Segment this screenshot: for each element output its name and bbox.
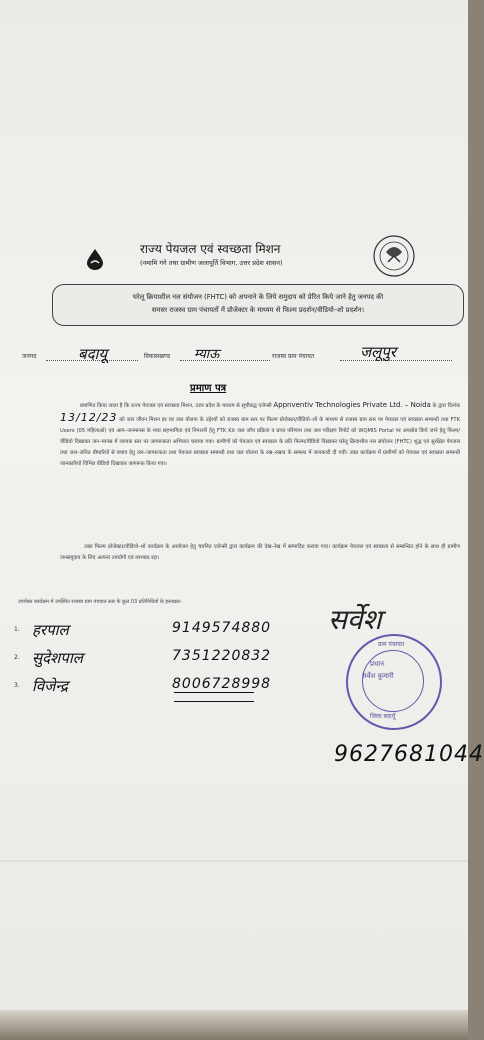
program-date: 13/12/23 xyxy=(60,411,118,424)
signatory-phone: 7351220832 xyxy=(172,648,272,664)
pradhan-signature: सर्वेश xyxy=(328,603,382,636)
block-label: विकासखण्ड xyxy=(144,353,171,360)
district-value: बदायू xyxy=(78,345,108,363)
signatory-number: 3. xyxy=(14,682,20,689)
mission-title: राज्य पेयजल एवं स्वच्छता मिशन xyxy=(140,242,281,256)
banner-line-1: घरेलू क्रियाशील नल संयोजन (FHTC) को अपनाने के लिये समुदाय को प्रेरित किये जाने हेतु जनपद की xyxy=(132,293,384,301)
mission-subtitle: (नमामि गंगे तथा ग्रामीण जलापूर्ति विभाग, उत्तर प्रदेश शासन) xyxy=(140,259,283,267)
stamp-ring-text-bottom: जिला बदायूँ xyxy=(370,713,396,720)
paragraph-1-intro: प्रमाणित किया जाता है कि राज्य पेयजल एवं स्वच्छता मिशन, उत्तर प्रदेश के माध्यम से सूचीबद्ध एजेन्सी xyxy=(80,403,272,409)
signatory-number: 2. xyxy=(14,654,20,661)
banner-text xyxy=(63,291,453,317)
panchayat-value: जलूपुर xyxy=(360,343,396,361)
paper-fold xyxy=(0,860,468,862)
stamp-center-text: प्रधान xyxy=(370,660,384,668)
program-banner xyxy=(52,284,464,326)
certificate-paragraph-1 xyxy=(60,400,460,470)
up-state-emblem-icon xyxy=(372,234,416,278)
signatory-row xyxy=(14,648,314,670)
agency-name: Appnventiv Technologies Private Ltd. – Noida xyxy=(273,401,431,409)
struck-out-number xyxy=(174,692,254,702)
paragraph-1-body: को जल जीवन मिशन हर घर जल योजना के उद्देश्यों को राजस्व ग्राम स्तर पर फिल्म प्रोजेक्टर/वीडियो–शो के माध्यम से राजस्व ग्राम स्तर पर पेयजल एवं स्वच्छता सम्बन्धी तथा FTK Users (05 महिलाओं) एवं आम–जनमानस के मध्य सहभागिता एवं निगरानी हेतु FTK Kit जल जाँच प्रक्रिया व प्राप्त परिणाम तथा जल परीक्षण रिपोर्ट को WQMIS Portal पर अपलोड किये जाने हेतु फिल्म/वीडियो दिखाकर जन–मानस में व्यापक स्तर पर जागरूकता अभियान चलाया गया। ग्रामीणों को पेयजल एवं स्वच्छता के प्रति फिल्म/वीडियो दिखाकर घरेलू क्रियाशील नल संयोजन (FHTC) शुद्ध एवं सुरक्षित पेयजल तथा जल–जनित बीमारियों से बचाव हेतु जन–जागरूकता तथा पेयजल स्वच्छता सम्बन्धी तथा जल योजना के रख–रखाव के सम्बन्ध में जानकारी दी गयी। उक्त कार्यक्रम में ग्रामीणों को पेयजल एवं स्वच्छता सम्बन्धी जानकारियों विभिन्न वीडियो दिखाकर जागरूक किया गया। xyxy=(60,417,460,467)
signatory-phone: 9149574880 xyxy=(172,620,272,636)
signatory-row xyxy=(14,620,314,642)
certificate-paragraph-2: उक्त फिल्म प्रोजेक्टर/वीडियो–शो कार्यक्रम के आयोजन हेतु चयनित एजेन्सी द्वारा कार्यक्रम की देख–रेख में सम्पादित कराया गया। कार्यक्रम पेयजल एवं स्वच्छता से सम्बन्धित होने के साथ ही ग्रामीण जनसमुदाय के लिए अत्यन्त उपयोगी एवं लाभप्रद रहा। xyxy=(60,544,460,561)
location-fields xyxy=(22,343,462,366)
stamp-name-text: सर्वेश कुमारी xyxy=(362,672,394,680)
district-label: जनपद xyxy=(22,353,37,360)
signatory-name: सुदेशपाल xyxy=(32,649,83,667)
signatory-number: 1. xyxy=(14,626,20,633)
block-value: म्याऊ xyxy=(194,347,220,362)
signatory-row xyxy=(14,676,314,698)
panchayat-line xyxy=(340,360,452,361)
table-background xyxy=(0,1010,468,1040)
banner-line-2: समस्त राजस्व ग्राम पंचायतों में प्रोजेक्टर के माध्यम से फिल्म प्रदर्शन/वीडियो–शो प्रदर्शन। xyxy=(151,306,365,314)
paragraph-1-date-prefix: के द्वारा दिनांक xyxy=(432,403,460,409)
certificate-heading: प्रमाण पत्र xyxy=(190,383,227,394)
signatory-name: हरपाल xyxy=(32,621,69,639)
panchayat-label: राजस्व ग्राम पंचायत xyxy=(272,353,315,360)
pradhan-phone: 9627681044 xyxy=(334,742,484,767)
stamp-ring-text-top: ग्राम पंचायत xyxy=(378,641,405,648)
signatories-note: उपरोक्त कार्यक्रम में उपस्थित राजस्व ग्राम पंचायत स्तर के कुल 03 प्रतिनिधियों के हस्ताक्षर– xyxy=(18,599,183,605)
signatory-phone: 8006728998 xyxy=(172,676,272,692)
signatory-name: विजेन्द्र xyxy=(32,677,68,695)
pradhan-seal-stamp xyxy=(346,634,442,730)
water-drop-logo-icon xyxy=(84,248,106,270)
